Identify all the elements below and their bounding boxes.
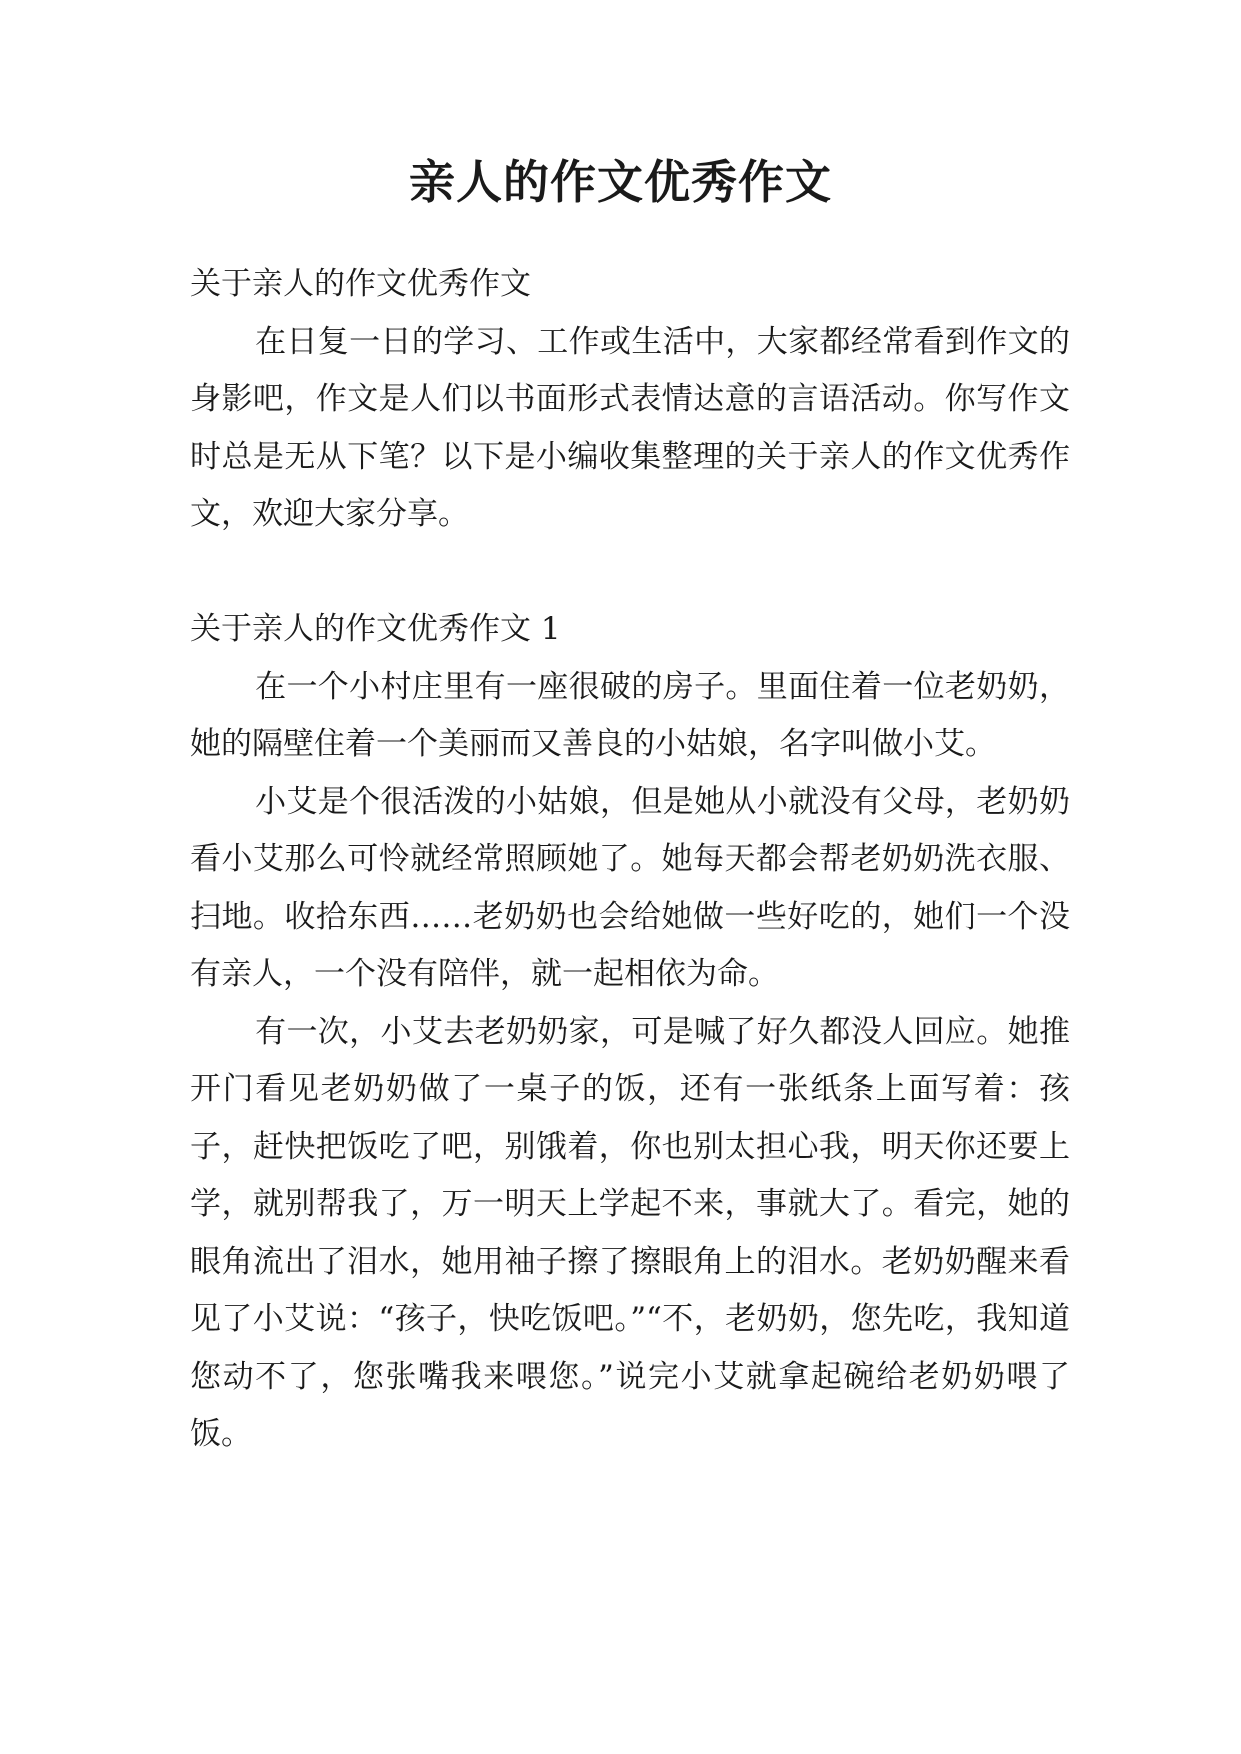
section-paragraph: 在一个小村庄里有一座很破的房子。里面住着一位老奶奶，她的隔壁住着一个美丽而又善良的小姑娘，名字叫做小艾。: [190, 668, 1070, 762]
intro-heading: 关于亲人的作文优秀作文: [190, 266, 531, 302]
intro-paragraph: 在日复一日的学习、工作或生活中，大家都经常看到作文的身影吧，作文是人们以书面形式表情达意的言语活动。你写作文时总是无从下笔？以下是小编收集整理的关于亲人的作文优秀作文，欢迎大家分享。: [190, 323, 1070, 532]
section-paragraph: 有一次，小艾去老奶奶家，可是喊了好久都没人回应。她推开门看见老奶奶做了一桌子的饭，还有一张纸条上面写着：孩子，赶快把饭吃了吧，别饿着，你也别太担心我，明天你还要上学，就别帮我了，万一明天上学起不来，事就大了。看完，她的眼角流出了泪水，她用袖子擦了擦眼角上的泪水。老奶奶醒来看见了小艾说：“孩子，快吃饭吧。”“不，老奶奶，您先吃，我知道您动不了，您张嘴我来喂您。”说完小艾就拿起碗给老奶奶喂了饭。: [190, 1013, 1070, 1452]
document-body: [190, 256, 1070, 1464]
section-spacer: [190, 544, 1070, 602]
section-paragraph: 小艾是个很活泼的小姑娘，但是她从小就没有父母，老奶奶看小艾那么可怜就经常照顾她了。她每天都会帮老奶奶洗衣服、扫地。收拾东西……老奶奶也会给她做一些好吃的，她们一个没有亲人，一个没有陪伴，就一起相依为命。: [190, 783, 1070, 992]
document-title: 亲人的作文优秀作文: [409, 155, 832, 209]
section-heading: 关于亲人的作文优秀作文 1: [190, 611, 561, 647]
